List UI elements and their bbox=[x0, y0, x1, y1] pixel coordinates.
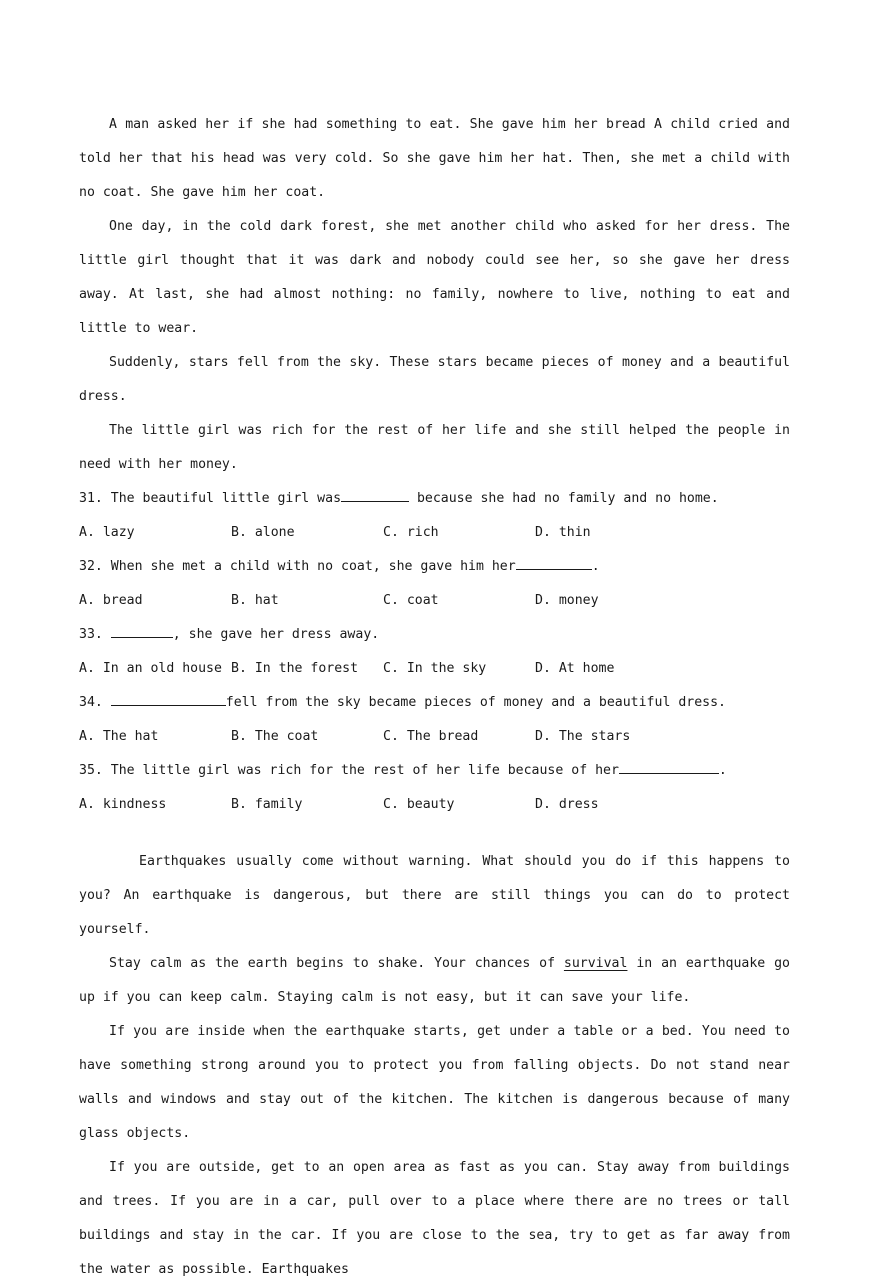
passage-two-paragraph-3: If you are inside when the earthquake starts, get under a table or a bed. You need to have something strong around you to protect you from falling objects. Do not stand near walls and windows and stay out of the kitchen. The kitchen is dangerous because of many glass objects. bbox=[79, 1024, 790, 1141]
question-35-stem: 35. The little girl was rich for the rest of her life because of her bbox=[79, 763, 619, 778]
question-32-stem: 32. When she met a child with no coat, she gave him her bbox=[79, 559, 516, 574]
question-35-stem-end: . bbox=[718, 763, 727, 778]
option-34-c: C. The bread bbox=[383, 729, 479, 744]
option-34-d: D. The stars bbox=[535, 729, 631, 744]
passage-two bbox=[79, 845, 790, 1287]
question-31-stem: 31. The beautiful little girl was bbox=[79, 491, 342, 506]
option-33-c: C. In the sky bbox=[383, 661, 487, 676]
question-33-stem-end: , she gave her dress away. bbox=[172, 627, 380, 642]
document-page bbox=[79, 108, 790, 1287]
question-34-stem: 34. bbox=[79, 695, 111, 710]
option-34-b: B. The coat bbox=[231, 729, 319, 744]
option-35-c: C. beauty bbox=[383, 797, 455, 812]
option-31-d: D. thin bbox=[535, 525, 591, 540]
question-32-stem-end: . bbox=[591, 559, 600, 574]
passage-one bbox=[79, 108, 790, 482]
option-31-b: B. alone bbox=[231, 525, 295, 540]
section-spacer bbox=[79, 822, 790, 845]
underlined-word-survival: survival bbox=[563, 956, 628, 971]
passage-one-paragraph-4: The little girl was rich for the rest of her life and she still helped the people in need with her money. bbox=[79, 423, 790, 472]
question-33-options bbox=[79, 652, 790, 686]
question-31-options bbox=[79, 516, 790, 550]
question-35-options bbox=[79, 788, 790, 822]
option-33-d: D. At home bbox=[535, 661, 615, 676]
questions bbox=[79, 482, 790, 822]
passage-two-paragraph-2-end: in an earthquake go up if you can keep calm. Staying calm is not easy, but it can save your life. bbox=[79, 956, 790, 1005]
passage-two-paragraph-1: Earthquakes usually come without warning. What should you do if this happens to you? An earthquake is dangerous, but there are still things you can do to protect yourself. bbox=[79, 854, 790, 937]
passage-one-paragraph-3: Suddenly, stars fell from the sky. These stars became pieces of money and a beautiful dress. bbox=[79, 355, 790, 404]
answer-blank-32 bbox=[516, 555, 592, 570]
option-35-d: D. dress bbox=[535, 797, 599, 812]
question-34 bbox=[79, 686, 790, 720]
question-33-stem: 33. bbox=[79, 627, 111, 642]
passage-two-paragraph-4: If you are outside, get to an open area as fast as you can. Stay away from buildings and trees. If you are in a car, pull over to a place where there are no trees or tall buildings and stay in the car. If you are close to the sea, try to get as far away from the water as possible. Earthquakes bbox=[79, 1160, 790, 1277]
option-32-b: B. hat bbox=[231, 593, 279, 608]
passage-one-paragraph-1: A man asked her if she had something to eat. She gave him her bread A child cried and told her that his head was very cold. So she gave him her hat. Then, she met a child with no coat. She gave him her coat. bbox=[79, 117, 790, 200]
passage-one-paragraph-2: One day, in the cold dark forest, she met another child who asked for her dress. The little girl thought that it was dark and nobody could see her, so she gave her dress away. At last, she had almost nothing: no family, nowhere to live, nothing to eat and little to wear. bbox=[79, 219, 790, 336]
question-34-options bbox=[79, 720, 790, 754]
question-31-stem-end: because she had no family and no home. bbox=[409, 491, 719, 506]
answer-blank-34 bbox=[111, 691, 226, 706]
question-33 bbox=[79, 618, 790, 652]
option-35-b: B. family bbox=[231, 797, 303, 812]
option-32-d: D. money bbox=[535, 593, 599, 608]
option-33-a: A. In an old house bbox=[79, 661, 222, 676]
question-32-options bbox=[79, 584, 790, 618]
question-31 bbox=[79, 482, 790, 516]
option-32-c: C. coat bbox=[383, 593, 439, 608]
answer-blank-33 bbox=[111, 623, 173, 638]
option-31-c: C. rich bbox=[383, 525, 439, 540]
passage-two-paragraph-2-start: Stay calm as the earth begins to shake. Your chances of bbox=[109, 956, 564, 971]
option-32-a: A. bread bbox=[79, 593, 143, 608]
option-31-a: A. lazy bbox=[79, 525, 135, 540]
question-34-stem-end: fell from the sky became pieces of money and a beautiful dress. bbox=[225, 695, 726, 710]
option-33-b: B. In the forest bbox=[231, 661, 359, 676]
question-35 bbox=[79, 754, 790, 788]
option-34-a: A. The hat bbox=[79, 729, 159, 744]
question-32 bbox=[79, 550, 790, 584]
passage-two-paragraph-2 bbox=[79, 947, 790, 1015]
option-35-a: A. kindness bbox=[79, 797, 167, 812]
answer-blank-35 bbox=[619, 759, 719, 774]
answer-blank-31 bbox=[341, 487, 409, 502]
